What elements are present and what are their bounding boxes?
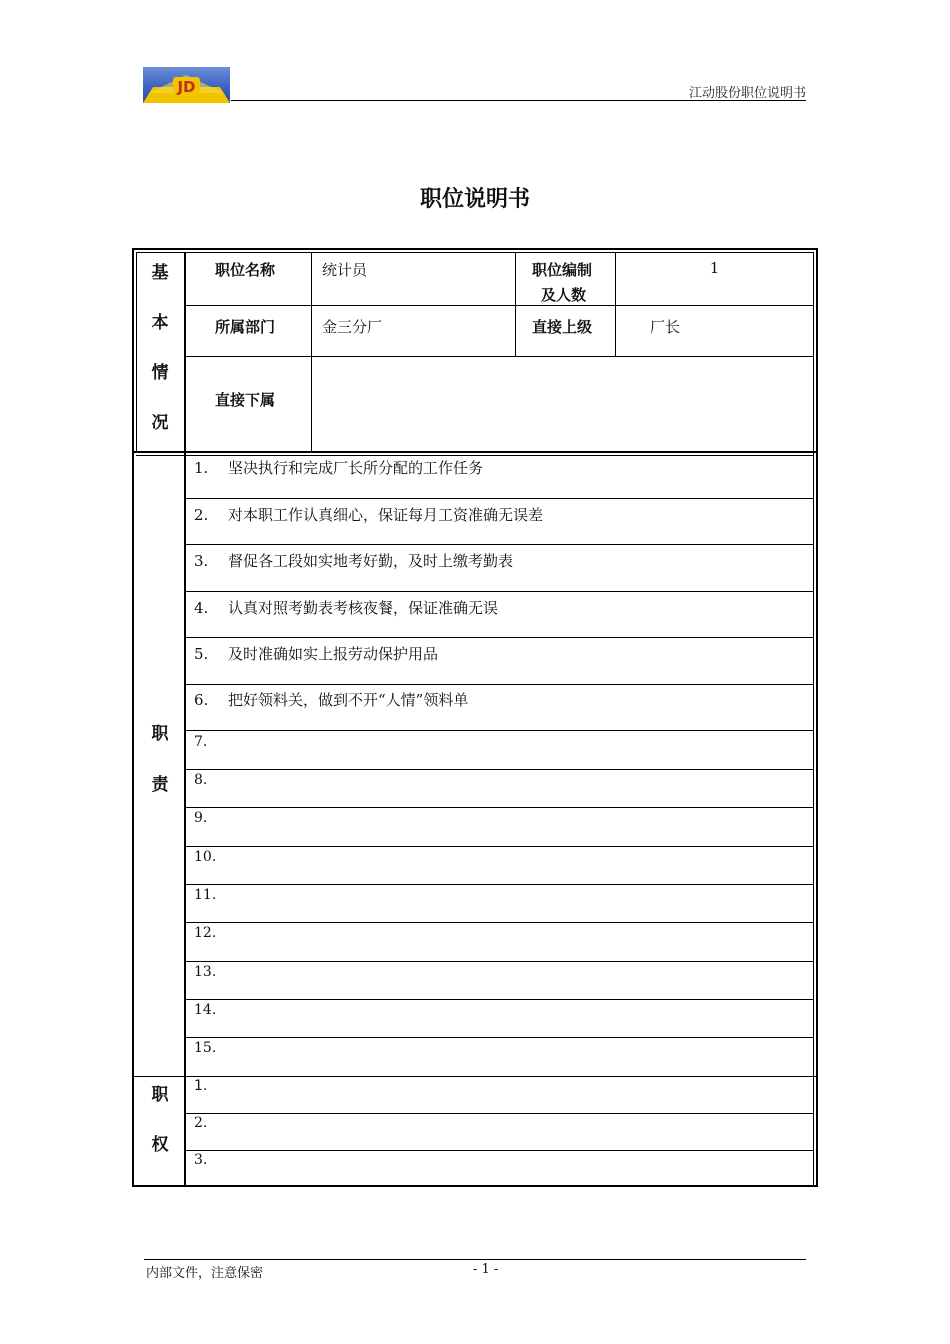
duty-number: 13. — [194, 964, 217, 980]
duty-row-line — [186, 1037, 814, 1038]
superior-value: 厂长 — [650, 318, 681, 336]
duty-text: 督促各工段如实地考好勤，及时上缴考勤表 — [228, 552, 514, 570]
duties-label-char: 责 — [151, 775, 169, 795]
duty-row-line — [186, 498, 814, 499]
duty-text: 认真对照考勤表考核夜餐，保证准确无误 — [228, 599, 499, 617]
duty-text: 坚决执行和完成厂长所分配的工作任务 — [228, 459, 484, 477]
table-inner-frame-left — [136, 252, 137, 452]
duty-item — [194, 457, 483, 478]
basic-row-divider-2 — [186, 356, 814, 357]
duty-text: 对本职工作认真细心，保证每月工资准确无误差 — [228, 506, 544, 524]
authority-row-line — [186, 1113, 814, 1114]
duty-row-line — [186, 922, 814, 923]
duty-number: 9. — [194, 810, 208, 826]
duty-row-line — [186, 591, 814, 592]
authority-number: 2. — [194, 1115, 208, 1131]
duty-row-line — [186, 884, 814, 885]
duty-number: 4. — [194, 599, 209, 617]
basic-row-divider-1 — [186, 305, 814, 306]
logo-text: JD — [177, 78, 196, 96]
duty-item — [194, 550, 513, 571]
duty-row-line — [186, 807, 814, 808]
duty-row-line — [186, 684, 814, 685]
duty-row-line — [186, 961, 814, 962]
duty-number: 5. — [194, 645, 209, 663]
duty-text: 及时准确如实上报劳动保护用品 — [228, 645, 439, 663]
footer-divider — [144, 1259, 806, 1260]
headcount-label-line2: 及人数 — [541, 286, 587, 304]
authority-label-char: 职 — [151, 1085, 169, 1105]
position-name-label: 职位名称 — [215, 261, 276, 279]
section-divider-basic — [134, 451, 816, 453]
page-number: - 1 - — [473, 1262, 499, 1277]
duty-row-line — [186, 544, 814, 545]
duty-item — [194, 689, 468, 710]
duty-number: 10. — [194, 849, 217, 865]
duty-item — [194, 597, 498, 618]
authority-number: 3. — [194, 1152, 208, 1168]
table-inner-frame-top — [136, 252, 814, 253]
duty-number: 8. — [194, 772, 208, 788]
duty-item — [194, 504, 543, 525]
label-column-divider — [184, 252, 186, 1187]
duty-row-line — [186, 637, 814, 638]
duty-number: 2. — [194, 506, 209, 524]
section-divider-basic-inner — [136, 455, 814, 456]
basic-label-char: 本 — [151, 313, 169, 333]
authority-number: 1. — [194, 1078, 208, 1094]
logo-graphic — [143, 67, 230, 103]
footer-confidential-note: 内部文件，注意保密 — [146, 1266, 264, 1281]
duty-number: 1. — [194, 459, 209, 477]
duty-row-line — [186, 846, 814, 847]
duty-row-line — [186, 730, 814, 731]
duty-number: 12. — [194, 925, 217, 941]
duty-number: 11. — [194, 887, 217, 903]
duties-label-char: 职 — [151, 724, 169, 744]
duty-number: 14. — [194, 1002, 217, 1018]
table-inner-frame-right — [813, 252, 814, 1187]
department-label: 所属部门 — [215, 318, 276, 336]
duty-row-line — [186, 999, 814, 1000]
position-name-value: 统计员 — [322, 261, 368, 279]
duty-item — [194, 643, 438, 664]
headcount-label-line1: 职位编制 — [532, 261, 593, 279]
duty-number: 15. — [194, 1040, 217, 1056]
basic-col-divider-1 — [311, 252, 312, 452]
duty-text: 把好领料关，做到不开“人情”领料单 — [228, 691, 469, 709]
basic-label-char: 情 — [151, 363, 169, 383]
company-logo — [143, 67, 230, 103]
header-divider — [231, 100, 806, 101]
document-title: 职位说明书 — [419, 187, 530, 212]
superior-label: 直接上级 — [532, 318, 593, 336]
duty-row-line — [186, 769, 814, 770]
section-divider-duties — [134, 1076, 816, 1077]
authority-label-char: 权 — [151, 1135, 169, 1155]
basic-label-char: 基 — [151, 263, 169, 283]
basic-label-char: 况 — [151, 413, 169, 433]
duty-number: 7. — [194, 734, 208, 750]
subordinate-label: 直接下属 — [215, 391, 276, 409]
authority-row-line — [186, 1150, 814, 1151]
department-value: 金三分厂 — [322, 318, 383, 336]
duty-number: 3. — [194, 552, 209, 570]
header-title: 江动股份职位说明书 — [688, 86, 806, 101]
duty-number: 6. — [194, 691, 209, 709]
headcount-value: 1 — [709, 259, 720, 277]
